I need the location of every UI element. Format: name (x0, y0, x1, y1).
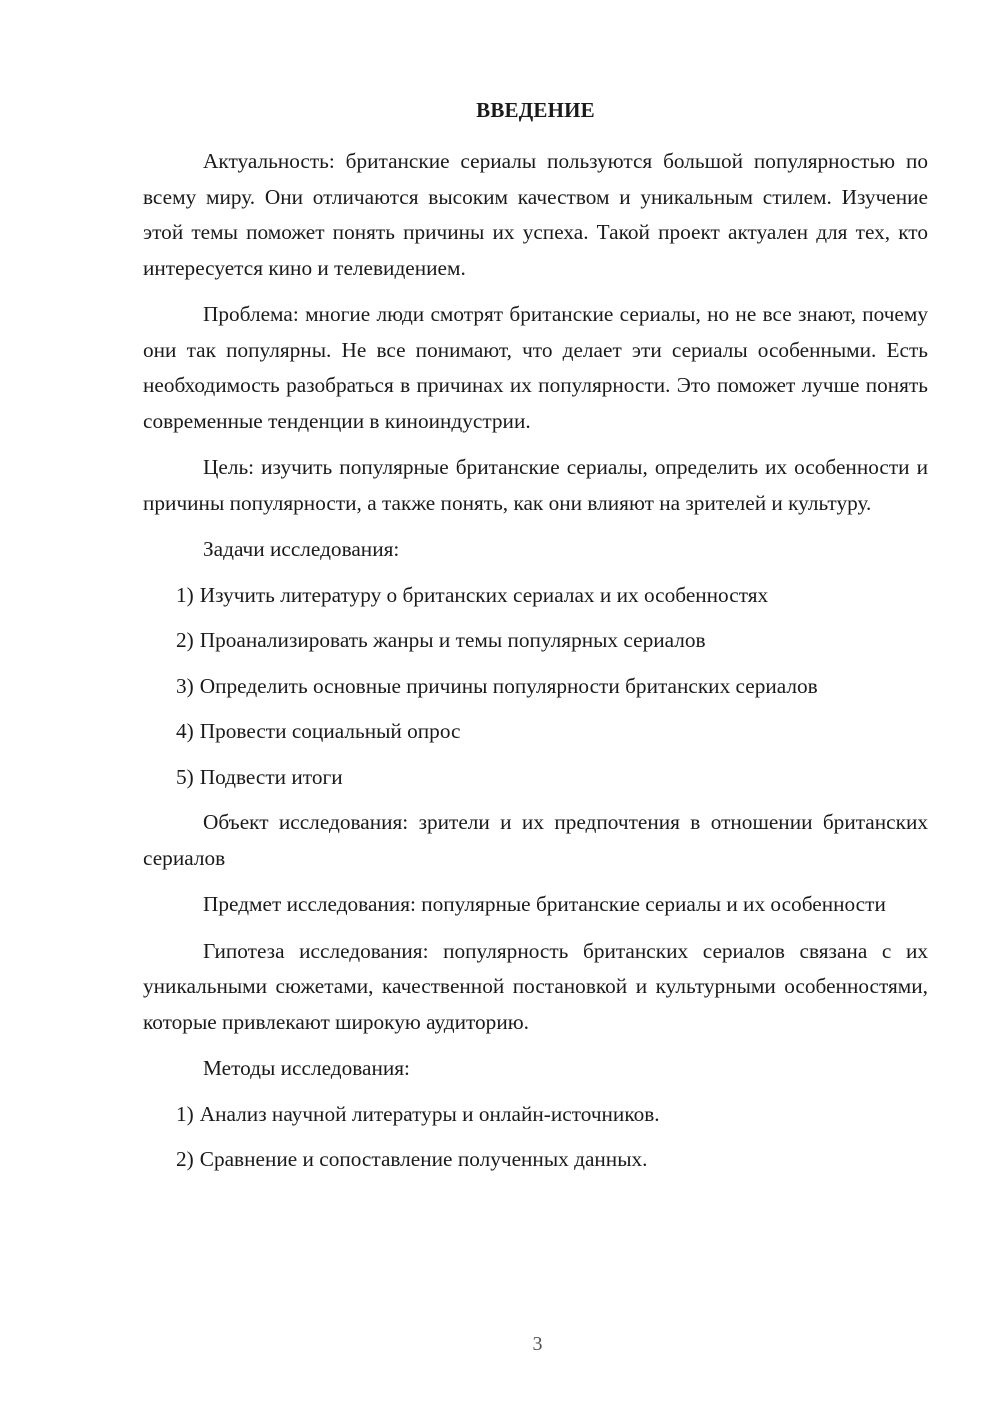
list-item-number: 1) (176, 582, 194, 607)
page-title: ВВЕДЕНИЕ (476, 98, 595, 122)
page-number: 3 (532, 1333, 543, 1355)
list-item (143, 1097, 928, 1133)
list-item (143, 714, 928, 750)
list-item-text: Сравнение и сопоставление полученных данных. (199, 1147, 648, 1171)
object-paragraph: Объект исследования: зрители и их предпочтения в отношении британских сериалов (143, 810, 928, 870)
list-item-number: 1) (176, 1101, 194, 1126)
methods-list (143, 1097, 928, 1178)
list-item-number: 4) (176, 719, 194, 743)
list-item-number: 2) (176, 1147, 194, 1171)
list-item-text: Проанализировать жанры и темы популярных сериалов (199, 628, 706, 652)
list-item-number: 5) (176, 764, 194, 789)
tasks-list (143, 578, 928, 796)
list-item-text: Определить основные причины популярности британских сериалов (199, 673, 818, 698)
list-item-number: 3) (176, 673, 194, 698)
list-item-text: Анализ научной литературы и онлайн-источников. (199, 1101, 660, 1126)
hypothesis-paragraph: Гипотеза исследования: популярность британских сериалов связана с их уникальными сюжетами, качественной постановкой и культурными особенностями, которые привлекают широкую аудиторию. (143, 938, 928, 1034)
list-item (143, 578, 928, 614)
page-content (143, 96, 928, 1188)
subject-paragraph: Предмет исследования: популярные британские сериалы и их особенности (203, 892, 886, 916)
list-item (143, 669, 928, 705)
list-item-number: 2) (176, 628, 194, 652)
list-item (143, 760, 928, 796)
list-item-text: Провести социальный опрос (199, 719, 461, 743)
list-item (143, 623, 928, 659)
list-item (143, 1142, 928, 1178)
methods-heading: Методы исследования: (203, 1056, 410, 1080)
problem-paragraph: Проблема: многие люди смотрят британские сериалы, но не все знают, почему они так популярны. Не все понимают, что делает эти сериалы особенными. Есть необходимость разобраться в причинах их популярности. Это поможет лучше понять современные тенденции в киноиндустрии. (143, 302, 928, 433)
goal-paragraph: Цель: изучить популярные британские сериалы, определить их особенности и причины популярности, а также понять, как они влияют на зрителей и культуру. (143, 455, 928, 515)
tasks-heading: Задачи исследования: (203, 537, 400, 561)
list-item-text: Подвести итоги (199, 764, 343, 789)
list-item-text: Изучить литературу о британских сериалах и их особенностях (199, 582, 769, 607)
relevance-paragraph: Актуальность: британские сериалы пользуются большой популярностью по всему миру. Они отличаются высоким качеством и уникальным стилем. Изучение этой темы поможет понять причины их успеха. Такой проект актуален для тех, кто интересуется кино и телевидением. (143, 149, 928, 280)
